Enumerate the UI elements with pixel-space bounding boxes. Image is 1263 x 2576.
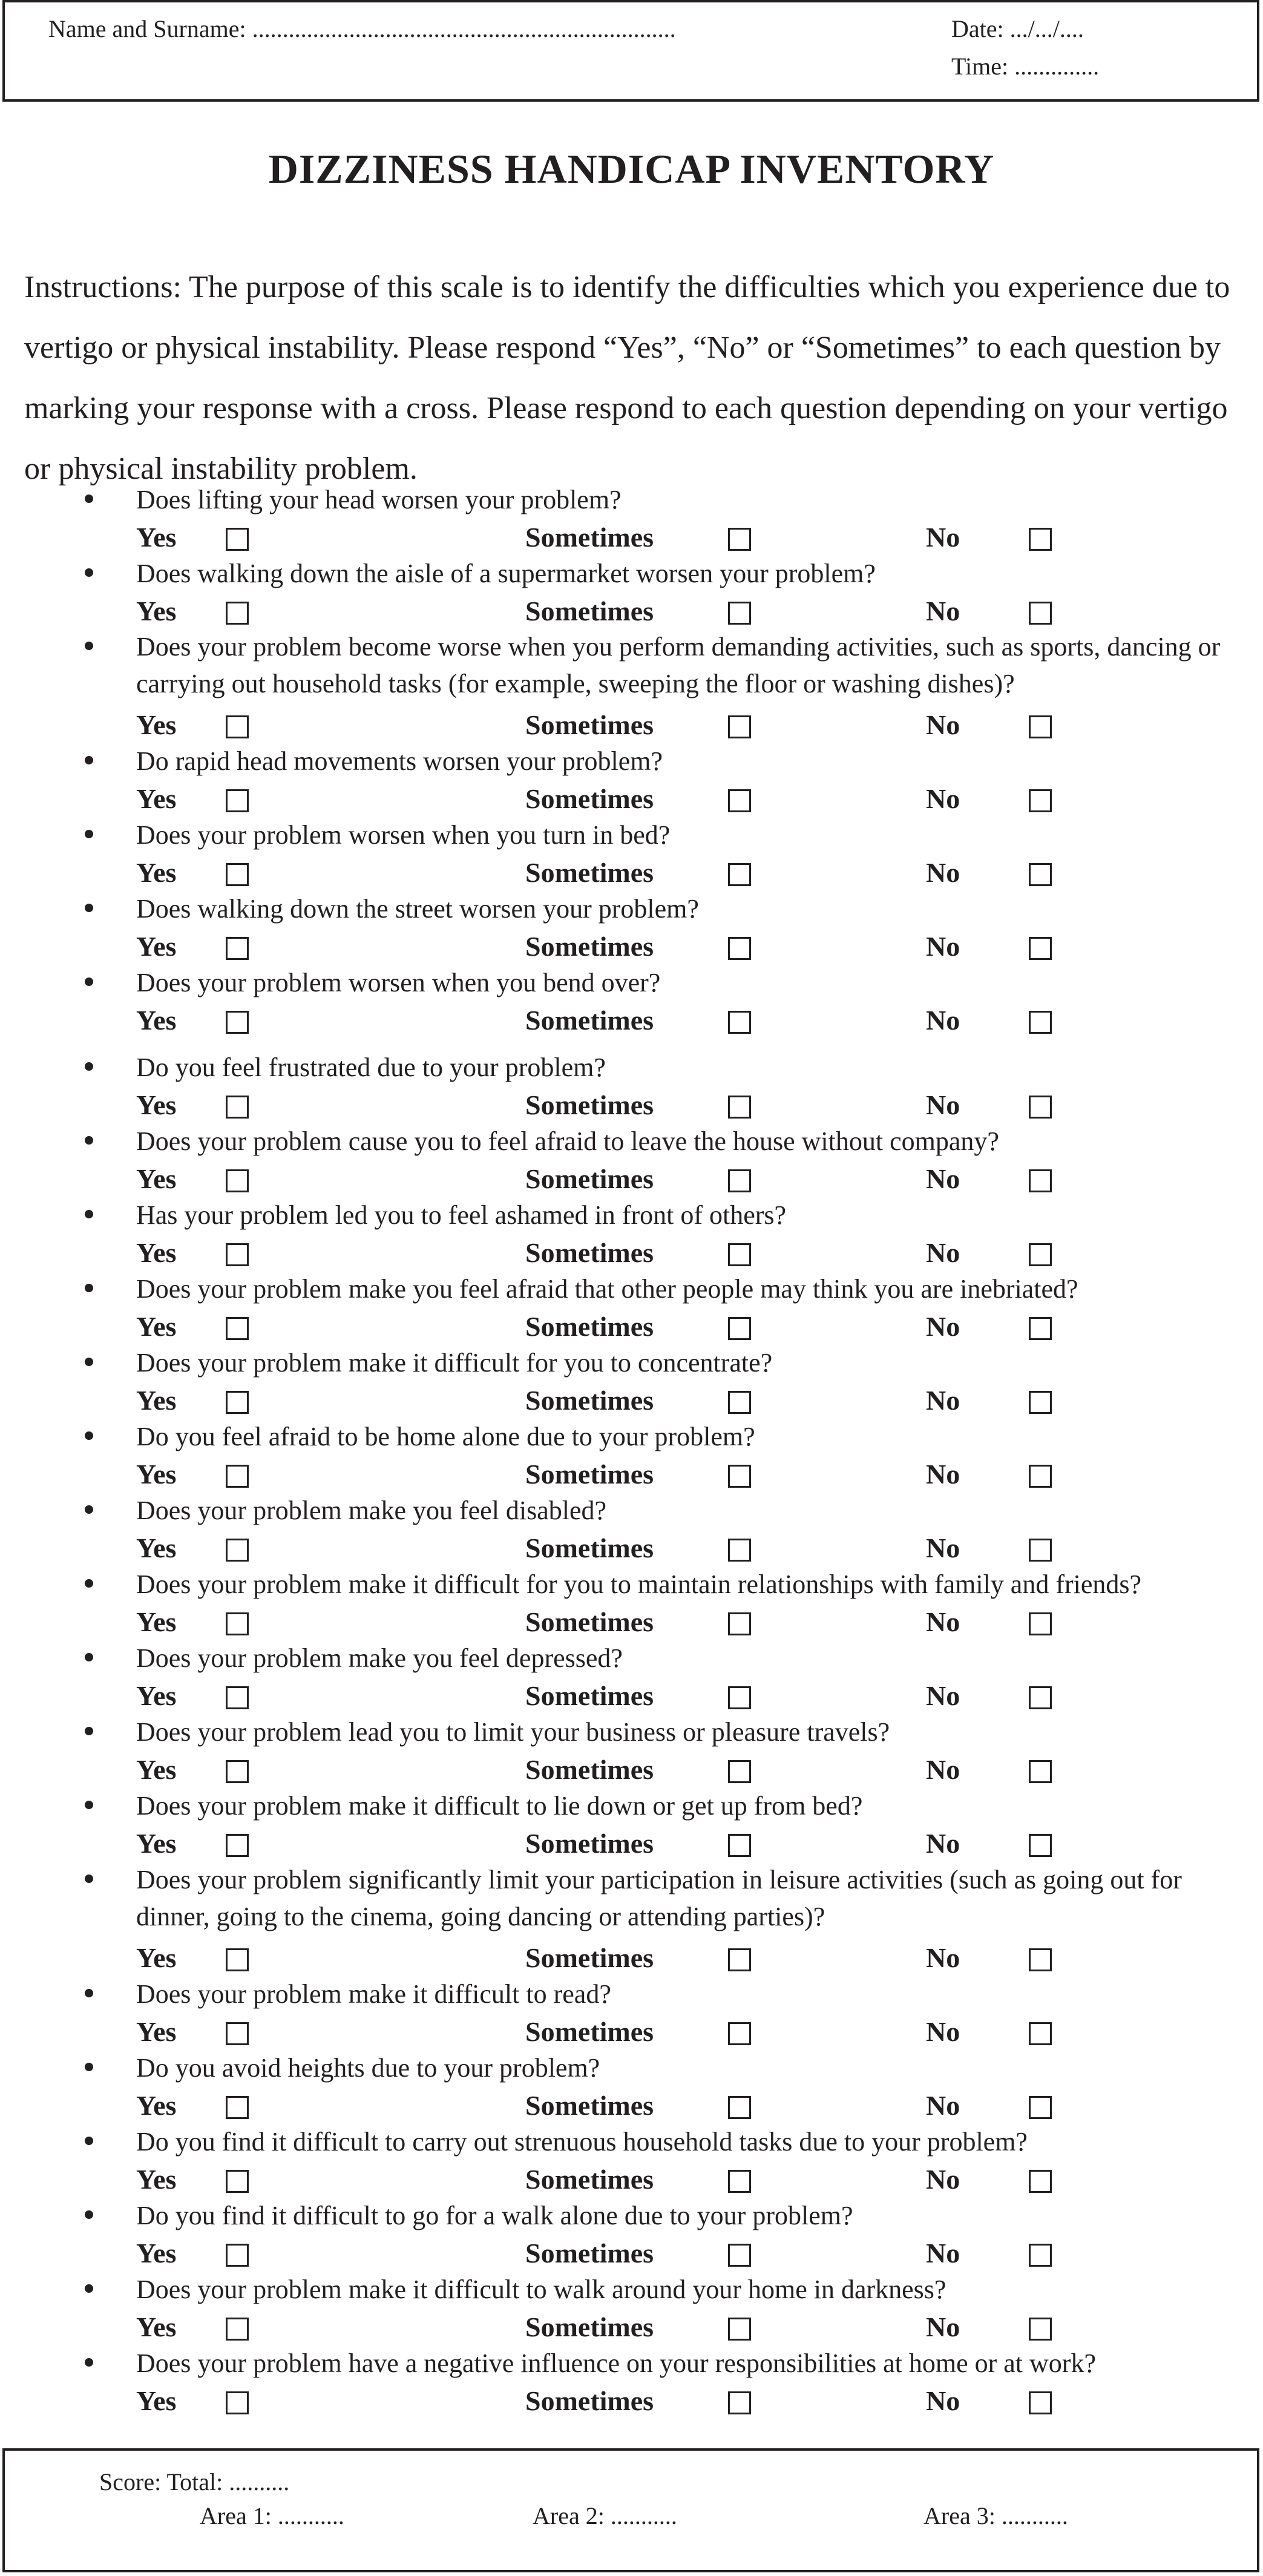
no-checkbox[interactable] bbox=[1029, 789, 1052, 812]
answer-options bbox=[0, 2161, 1263, 2198]
bullet-icon bbox=[85, 2358, 93, 2367]
no-checkbox[interactable] bbox=[1029, 528, 1052, 551]
question-text: Does your problem make it difficult to walk around your home in darkness? bbox=[136, 2275, 946, 2304]
yes-label: Yes bbox=[136, 1089, 177, 1120]
yes-label: Yes bbox=[136, 1942, 177, 1973]
yes-checkbox[interactable] bbox=[226, 1169, 249, 1192]
bullet-icon bbox=[85, 494, 93, 503]
question-text: Do you feel afraid to be home alone due to your problem? bbox=[136, 1422, 755, 1451]
answer-options bbox=[0, 2309, 1263, 2345]
question-text: Does lifting your head worsen your problem? bbox=[136, 485, 622, 514]
question-text: Does your problem make you feel afraid that other people may think you are inebriated? bbox=[136, 1274, 1078, 1304]
no-checkbox[interactable] bbox=[1029, 1169, 1052, 1192]
no-checkbox[interactable] bbox=[1029, 715, 1052, 738]
answer-options bbox=[0, 1161, 1263, 1197]
no-label: No bbox=[926, 2164, 960, 2195]
sometimes-label: Sometimes bbox=[525, 857, 654, 888]
page-title: DIZZINESS HANDICAP INVENTORY bbox=[268, 146, 995, 192]
question-text: Do you feel frustrated due to your problem? bbox=[136, 1053, 606, 1082]
yes-label: Yes bbox=[136, 1163, 177, 1194]
no-checkbox[interactable] bbox=[1029, 1834, 1052, 1857]
sometimes-label: Sometimes bbox=[525, 596, 654, 626]
no-label: No bbox=[926, 1828, 960, 1859]
answer-options bbox=[0, 1002, 1263, 1039]
bullet-icon bbox=[85, 1505, 93, 1514]
no-checkbox[interactable] bbox=[1029, 937, 1052, 960]
yes-label: Yes bbox=[136, 1237, 177, 1268]
no-checkbox[interactable] bbox=[1029, 1011, 1052, 1034]
question-text: Does your problem make it difficult for you to concentrate? bbox=[136, 1348, 773, 1378]
answer-options bbox=[0, 1530, 1263, 1566]
bullet-icon bbox=[85, 1727, 93, 1735]
yes-checkbox[interactable] bbox=[226, 1465, 249, 1488]
yes-checkbox[interactable] bbox=[226, 1686, 249, 1709]
yes-checkbox[interactable] bbox=[226, 2244, 249, 2267]
bullet-icon bbox=[85, 2063, 93, 2071]
sometimes-label: Sometimes bbox=[525, 1828, 654, 1859]
no-label: No bbox=[926, 2312, 960, 2342]
bullet-icon bbox=[85, 904, 93, 912]
answer-options bbox=[0, 1456, 1263, 1493]
sometimes-label: Sometimes bbox=[525, 1459, 654, 1490]
yes-checkbox[interactable] bbox=[226, 1834, 249, 1857]
no-checkbox[interactable] bbox=[1029, 2022, 1052, 2045]
no-label: No bbox=[926, 1680, 960, 1711]
yes-checkbox[interactable] bbox=[226, 1760, 249, 1783]
no-checkbox[interactable] bbox=[1029, 1465, 1052, 1488]
answer-options bbox=[0, 1678, 1263, 1714]
sometimes-checkbox[interactable] bbox=[728, 2022, 751, 2045]
no-label: No bbox=[926, 2238, 960, 2269]
sometimes-checkbox[interactable] bbox=[728, 1465, 751, 1488]
yes-checkbox[interactable] bbox=[226, 528, 249, 551]
no-label: No bbox=[926, 857, 960, 888]
sometimes-label: Sometimes bbox=[525, 783, 654, 814]
question-text: Has your problem led you to feel ashamed in front of others? bbox=[136, 1200, 787, 1230]
yes-checkbox[interactable] bbox=[226, 1612, 249, 1635]
yes-checkbox[interactable] bbox=[226, 789, 249, 812]
yes-label: Yes bbox=[136, 1385, 177, 1416]
no-label: No bbox=[926, 2016, 960, 2047]
question-text: Does your problem cause you to feel afraid to leave the house without company? bbox=[136, 1126, 999, 1156]
no-label: No bbox=[926, 1606, 960, 1637]
question-text: Do you find it difficult to carry out strenuous household tasks due to your problem? bbox=[136, 2127, 1028, 2157]
answer-options bbox=[0, 1309, 1263, 1345]
answer-options bbox=[0, 2383, 1263, 2419]
sometimes-checkbox[interactable] bbox=[728, 863, 751, 886]
question-text: Does your problem make you feel depressed? bbox=[136, 1643, 623, 1673]
yes-checkbox[interactable] bbox=[226, 863, 249, 886]
sometimes-checkbox[interactable] bbox=[728, 2170, 751, 2193]
sometimes-label: Sometimes bbox=[525, 1533, 654, 1563]
sometimes-checkbox[interactable] bbox=[728, 1169, 751, 1192]
answer-options bbox=[0, 519, 1263, 556]
answer-options bbox=[0, 781, 1263, 817]
yes-checkbox[interactable] bbox=[226, 1317, 249, 1340]
bullet-icon bbox=[85, 2210, 93, 2219]
bullet-icon bbox=[85, 1062, 93, 1071]
no-checkbox[interactable] bbox=[1029, 2391, 1052, 2414]
question-text: Does walking down the aisle of a supermarket worsen your problem? bbox=[136, 559, 876, 588]
yes-label: Yes bbox=[136, 1533, 177, 1563]
no-label: No bbox=[926, 1942, 960, 1973]
answer-options bbox=[0, 1940, 1263, 1976]
no-checkbox[interactable] bbox=[1029, 602, 1052, 625]
no-checkbox[interactable] bbox=[1029, 1948, 1052, 1971]
sometimes-label: Sometimes bbox=[525, 1163, 654, 1194]
bullet-icon bbox=[85, 1874, 93, 1883]
answer-options bbox=[0, 1087, 1263, 1123]
yes-label: Yes bbox=[136, 1828, 177, 1859]
question-text: Does your problem make you feel disabled? bbox=[136, 1496, 607, 1525]
yes-checkbox[interactable] bbox=[226, 2096, 249, 2119]
sometimes-checkbox[interactable] bbox=[728, 602, 751, 625]
yes-checkbox[interactable] bbox=[226, 2318, 249, 2341]
no-checkbox[interactable] bbox=[1029, 1317, 1052, 1340]
bullet-icon bbox=[85, 1136, 93, 1145]
sometimes-checkbox[interactable] bbox=[728, 1612, 751, 1635]
no-checkbox[interactable] bbox=[1029, 1391, 1052, 1414]
bullet-icon bbox=[85, 2137, 93, 2145]
sometimes-checkbox[interactable] bbox=[728, 528, 751, 551]
bullet-icon bbox=[85, 1579, 93, 1588]
sometimes-label: Sometimes bbox=[525, 1680, 654, 1711]
sometimes-label: Sometimes bbox=[525, 2385, 654, 2416]
sometimes-label: Sometimes bbox=[525, 522, 654, 553]
sometimes-checkbox[interactable] bbox=[728, 937, 751, 960]
yes-checkbox[interactable] bbox=[226, 1948, 249, 1971]
yes-checkbox[interactable] bbox=[226, 1539, 249, 1562]
question-text: Does your problem make it difficult for you to maintain relationships with family and friends? bbox=[136, 1569, 1142, 1599]
bullet-icon bbox=[85, 1989, 93, 1997]
yes-checkbox[interactable] bbox=[226, 602, 249, 625]
no-checkbox[interactable] bbox=[1029, 863, 1052, 886]
no-checkbox[interactable] bbox=[1029, 1539, 1052, 1562]
no-label: No bbox=[926, 1237, 960, 1268]
question-text: Do rapid head movements worsen your problem? bbox=[136, 746, 663, 776]
bullet-icon bbox=[85, 1801, 93, 1809]
no-label: No bbox=[926, 709, 960, 740]
answer-options bbox=[0, 593, 1263, 629]
question-text: Does your problem significantly limit your participation in leisure activities (such as going out for dinner, going to the cinema, going dancing or attending parties)? bbox=[136, 1865, 1182, 1931]
yes-checkbox[interactable] bbox=[226, 1096, 249, 1119]
no-label: No bbox=[926, 1385, 960, 1416]
question-text: Does your problem worsen when you bend over? bbox=[136, 968, 661, 997]
yes-label: Yes bbox=[136, 2090, 177, 2121]
yes-label: Yes bbox=[136, 522, 177, 553]
yes-label: Yes bbox=[136, 2016, 177, 2047]
no-checkbox[interactable] bbox=[1029, 2096, 1052, 2119]
score-footer bbox=[2, 2448, 1259, 2572]
no-checkbox[interactable] bbox=[1029, 1612, 1052, 1635]
answer-options bbox=[0, 2235, 1263, 2272]
yes-label: Yes bbox=[136, 2238, 177, 2269]
bullet-icon bbox=[85, 1431, 93, 1440]
answer-options bbox=[0, 1752, 1263, 1788]
sometimes-label: Sometimes bbox=[525, 2016, 654, 2047]
yes-checkbox[interactable] bbox=[226, 2170, 249, 2193]
no-checkbox[interactable] bbox=[1029, 1686, 1052, 1709]
yes-checkbox[interactable] bbox=[226, 1391, 249, 1414]
answer-options bbox=[0, 2088, 1263, 2124]
sometimes-checkbox[interactable] bbox=[728, 1539, 751, 1562]
bullet-icon bbox=[85, 978, 93, 986]
yes-label: Yes bbox=[136, 1311, 177, 1342]
sometimes-checkbox[interactable] bbox=[728, 2391, 751, 2414]
bullet-icon bbox=[85, 1210, 93, 1218]
yes-checkbox[interactable] bbox=[226, 1243, 249, 1266]
no-checkbox[interactable] bbox=[1029, 2170, 1052, 2193]
answer-options bbox=[0, 707, 1263, 743]
sometimes-checkbox[interactable] bbox=[728, 1317, 751, 1340]
yes-label: Yes bbox=[136, 1606, 177, 1637]
answer-options bbox=[0, 1825, 1263, 1862]
bullet-icon bbox=[85, 1653, 93, 1661]
question-text: Does your problem make it difficult to read? bbox=[136, 1979, 611, 2009]
instructions-text: Instructions: The purpose of this scale is to identify the difficulties which you experience due to vertigo or physical instability. Please respond “Yes”, “No” or “Sometimes” to each question by marking your response with a cross. Please respond to each question depending on your vertigo or physical instability problem. bbox=[24, 270, 1230, 486]
name-surname-field[interactable]: Name and Surname: ...................................................................... bbox=[48, 15, 676, 42]
no-label: No bbox=[926, 596, 960, 626]
bullet-icon bbox=[85, 1358, 93, 1366]
question-text: Do you find it difficult to go for a walk alone due to your problem? bbox=[136, 2201, 853, 2230]
sometimes-label: Sometimes bbox=[525, 1385, 654, 1416]
yes-label: Yes bbox=[136, 1754, 177, 1785]
yes-label: Yes bbox=[136, 1680, 177, 1711]
bullet-icon bbox=[85, 568, 93, 577]
bullet-icon bbox=[85, 2284, 93, 2293]
sometimes-checkbox[interactable] bbox=[728, 1011, 751, 1034]
question-text: Does your problem make it difficult to lie down or get up from bed? bbox=[136, 1791, 863, 1821]
sometimes-label: Sometimes bbox=[525, 1754, 654, 1785]
answer-options bbox=[0, 1382, 1263, 1419]
sometimes-label: Sometimes bbox=[525, 1237, 654, 1268]
yes-label: Yes bbox=[136, 857, 177, 888]
no-label: No bbox=[926, 1005, 960, 1036]
no-checkbox[interactable] bbox=[1029, 2318, 1052, 2341]
sometimes-label: Sometimes bbox=[525, 1311, 654, 1342]
yes-label: Yes bbox=[136, 1005, 177, 1036]
answer-options bbox=[0, 2014, 1263, 2050]
area-3-field[interactable]: Area 3: ........... bbox=[923, 2502, 1068, 2529]
bullet-icon bbox=[85, 1284, 93, 1292]
no-label: No bbox=[926, 1163, 960, 1194]
no-label: No bbox=[926, 1533, 960, 1563]
sometimes-label: Sometimes bbox=[525, 931, 654, 962]
no-checkbox[interactable] bbox=[1029, 1096, 1052, 1119]
yes-checkbox[interactable] bbox=[226, 2022, 249, 2045]
sometimes-checkbox[interactable] bbox=[728, 1391, 751, 1414]
answer-options bbox=[0, 855, 1263, 891]
sometimes-checkbox[interactable] bbox=[728, 715, 751, 738]
sometimes-label: Sometimes bbox=[525, 1089, 654, 1120]
area-2-field[interactable]: Area 2: ........... bbox=[533, 2502, 677, 2529]
question-text: Do you avoid heights due to your problem? bbox=[136, 2053, 600, 2083]
no-label: No bbox=[926, 1459, 960, 1490]
question-text: Does your problem have a negative influence on your responsibilities at home or at work? bbox=[136, 2348, 1096, 2378]
answer-options bbox=[0, 1604, 1263, 1640]
no-label: No bbox=[926, 931, 960, 962]
bullet-icon bbox=[85, 642, 93, 650]
score-total-field[interactable]: Score: Total: .......... bbox=[99, 2468, 290, 2496]
yes-checkbox[interactable] bbox=[226, 715, 249, 738]
yes-label: Yes bbox=[136, 596, 177, 626]
no-label: No bbox=[926, 2385, 960, 2416]
yes-checkbox[interactable] bbox=[226, 937, 249, 960]
yes-label: Yes bbox=[136, 1459, 177, 1490]
sometimes-label: Sometimes bbox=[525, 709, 654, 740]
time-field[interactable]: Time: .............. bbox=[951, 53, 1100, 80]
no-checkbox[interactable] bbox=[1029, 2244, 1052, 2267]
sometimes-label: Sometimes bbox=[525, 2238, 654, 2269]
sometimes-checkbox[interactable] bbox=[728, 1834, 751, 1857]
question-text: Does your problem become worse when you perform demanding activities, such as sports, dancing or carrying out household tasks (for example, sweeping the floor or washing dishes)? bbox=[136, 632, 1221, 698]
sometimes-label: Sometimes bbox=[525, 1942, 654, 1973]
yes-label: Yes bbox=[136, 709, 177, 740]
no-label: No bbox=[926, 1089, 960, 1120]
yes-label: Yes bbox=[136, 783, 177, 814]
no-label: No bbox=[926, 1754, 960, 1785]
sometimes-checkbox[interactable] bbox=[728, 1760, 751, 1783]
yes-label: Yes bbox=[136, 2312, 177, 2342]
no-label: No bbox=[926, 2090, 960, 2121]
sometimes-checkbox[interactable] bbox=[728, 2096, 751, 2119]
yes-label: Yes bbox=[136, 2385, 177, 2416]
no-checkbox[interactable] bbox=[1029, 1243, 1052, 1266]
question-text: Does your problem lead you to limit your business or pleasure travels? bbox=[136, 1717, 890, 1747]
yes-checkbox[interactable] bbox=[226, 1011, 249, 1034]
yes-label: Yes bbox=[136, 931, 177, 962]
sometimes-checkbox[interactable] bbox=[728, 2244, 751, 2267]
bullet-icon bbox=[85, 756, 93, 764]
sometimes-checkbox[interactable] bbox=[728, 2318, 751, 2341]
sometimes-checkbox[interactable] bbox=[728, 1948, 751, 1971]
answer-options bbox=[0, 928, 1263, 965]
sometimes-label: Sometimes bbox=[525, 2090, 654, 2121]
sometimes-label: Sometimes bbox=[525, 1606, 654, 1637]
question-text: Does walking down the street worsen your problem? bbox=[136, 894, 699, 924]
question-text: Does your problem worsen when you turn in bed? bbox=[136, 820, 671, 850]
sometimes-label: Sometimes bbox=[525, 2312, 654, 2342]
yes-checkbox[interactable] bbox=[226, 2391, 249, 2414]
no-label: No bbox=[926, 1311, 960, 1342]
yes-label: Yes bbox=[136, 2164, 177, 2195]
sometimes-label: Sometimes bbox=[525, 2164, 654, 2195]
no-label: No bbox=[926, 522, 960, 553]
area-1-field[interactable]: Area 1: ........... bbox=[200, 2502, 344, 2529]
sometimes-checkbox[interactable] bbox=[728, 1096, 751, 1119]
no-label: No bbox=[926, 783, 960, 814]
sometimes-checkbox[interactable] bbox=[728, 1243, 751, 1266]
sometimes-checkbox[interactable] bbox=[728, 789, 751, 812]
sometimes-checkbox[interactable] bbox=[728, 1686, 751, 1709]
answer-options bbox=[0, 1235, 1263, 1271]
no-checkbox[interactable] bbox=[1029, 1760, 1052, 1783]
bullet-icon bbox=[85, 830, 93, 838]
date-field[interactable]: Date: .../.../.... bbox=[951, 15, 1084, 42]
sometimes-label: Sometimes bbox=[525, 1005, 654, 1036]
